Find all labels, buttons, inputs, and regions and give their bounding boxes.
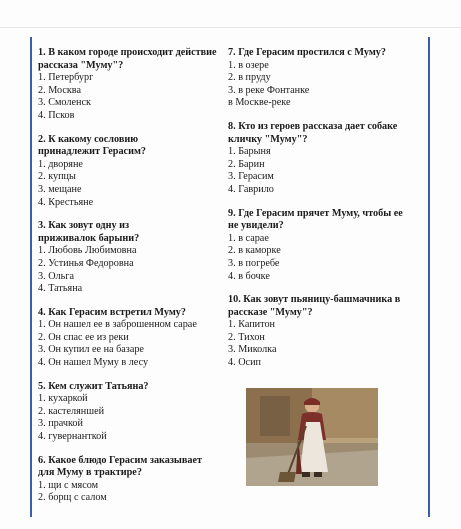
answer-option: 2. в каморке <box>228 245 281 257</box>
top-divider <box>0 27 461 28</box>
question-block <box>38 134 226 210</box>
answer-option: 4. гувернанткой <box>38 431 107 443</box>
answer-option: 3. Миколка <box>228 344 277 356</box>
answer-option: 4. Он нашел Муму в лесу <box>38 357 149 369</box>
question-block <box>38 307 226 370</box>
question-block <box>38 47 226 123</box>
answer-option: 3. прачкой <box>38 418 83 430</box>
left-column <box>38 47 226 516</box>
answer-option: 3. в погребе <box>228 257 280 269</box>
answer-option: 3. Он купил ее на базаре <box>38 344 144 356</box>
answer-option: 1. кухаркой <box>38 393 88 405</box>
question-block <box>38 455 226 505</box>
answer-option: 1. Барыня <box>228 146 271 158</box>
answer-option: 3. мещане <box>38 183 82 195</box>
answer-option: 3. Смоленск <box>38 97 91 109</box>
left-margin-rule <box>30 37 32 517</box>
right-margin-rule <box>428 37 430 517</box>
answer-option: 1. Петербург <box>38 72 94 84</box>
answer-option: 3. в реке Фонтанке <box>228 84 310 96</box>
answer-option: 1. Капитон <box>228 319 276 331</box>
question-title: 6. Какое блюдо Герасим заказывает для Муму в трактире? <box>38 454 203 479</box>
question-block <box>38 381 226 444</box>
answer-option: в Москве-реке <box>228 97 291 109</box>
answer-option: 1. щи с мясом <box>38 479 99 491</box>
question-title: 4. Как Герасим встретил Муму? <box>38 306 186 318</box>
question-block <box>228 294 424 370</box>
question-title: 1. В каком городе происходит действие рассказа "Муму"? <box>38 47 217 71</box>
question-block <box>228 208 424 284</box>
answer-option: 4. Осип <box>228 357 261 369</box>
question-title: 2. К какому сословию принадлежит Герасим? <box>38 133 146 158</box>
question-title: 9. Где Герасим прячет Муму, чтобы ее не увидели? <box>228 207 403 232</box>
answer-option: 2. Он спас ее из реки <box>38 331 129 343</box>
answer-option: 3. Ольга <box>38 270 74 282</box>
answer-option: 3. Герасим <box>228 171 274 183</box>
answer-option: 1. в сарае <box>228 232 269 244</box>
question-title: 5. Кем служит Татьяна? <box>38 380 149 392</box>
answer-option: 2. борщ с салом <box>38 492 107 504</box>
answer-option: 2. кастеляншей <box>38 405 105 417</box>
answer-option: 4. Гаврило <box>228 183 274 195</box>
question-title: 10. Как зовут пьяницу-башмачника в рассказе "Муму"? <box>228 294 401 318</box>
answer-option: 2. купцы <box>38 171 76 183</box>
answer-option: 4. в бочке <box>228 270 270 282</box>
answer-option: 1. дворяне <box>38 158 83 170</box>
answer-option: 4. Крестьяне <box>38 196 94 208</box>
answer-option: 1. Он нашел ее в заброшенном сарае <box>38 319 197 331</box>
question-block <box>228 121 424 197</box>
question-block <box>228 47 424 110</box>
question-title: 7. Где Герасим простился с Муму? <box>228 47 386 58</box>
answer-option: 2. в пруду <box>228 72 271 84</box>
answer-option: 2. Москва <box>38 84 82 96</box>
answer-option: 4. Татьяна <box>38 283 83 295</box>
question-title: 8. Кто из героев рассказа дает собаке кличку "Муму"? <box>228 120 398 145</box>
right-column <box>228 47 424 381</box>
answer-option: 4. Псков <box>38 109 75 121</box>
answer-option: 2. Барин <box>228 158 265 170</box>
answer-option: 1. Любовь Любимовна <box>38 245 137 257</box>
question-block <box>38 220 226 296</box>
answer-option: 2. Устинья Федоровна <box>38 257 134 269</box>
painting-woman-with-broom-icon <box>246 388 378 486</box>
answer-option: 1. в озере <box>228 59 269 71</box>
answer-option: 2. Тихон <box>228 331 265 343</box>
question-title: 3. Как зовут одну из приживалок барыни? <box>38 220 140 244</box>
